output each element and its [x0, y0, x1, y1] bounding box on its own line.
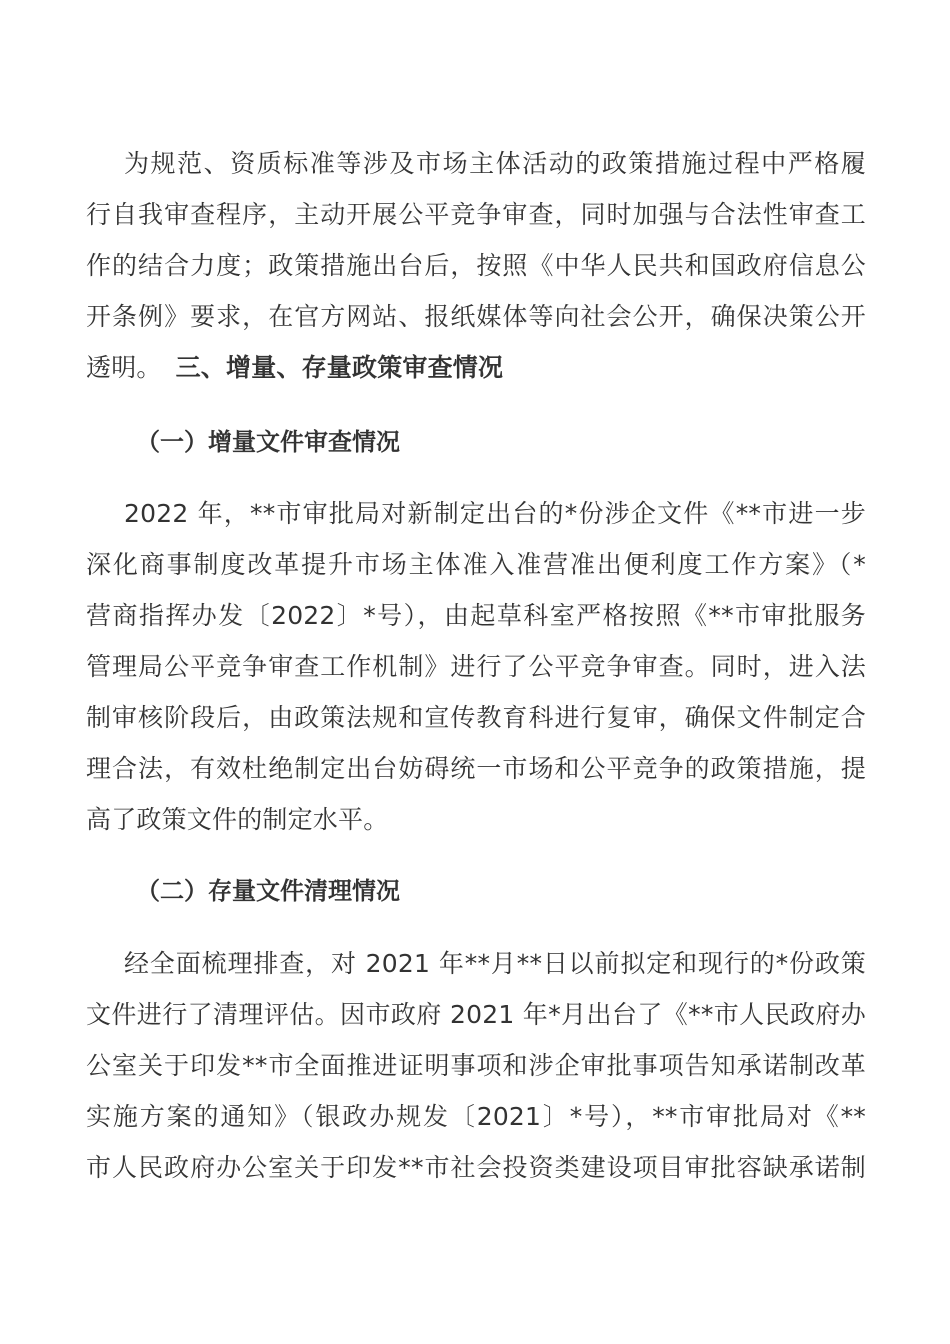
paragraph-line: 制审核阶段后，由政策法规和宣传教育科进行复审，确保文件制定合 — [86, 703, 866, 732]
paragraph-line: 公室关于印发**市全面推进证明事项和涉企审批事项告知承诺制改革 — [86, 1051, 866, 1080]
paragraph-text: 透明。 — [86, 353, 162, 382]
paragraph-line: 行自我审查程序，主动开展公平竞争审查，同时加强与合法性审查工 — [86, 200, 866, 229]
paragraph-line: 2022 年，**市审批局对新制定出台的*份涉企文件《**市进一步 — [124, 499, 866, 528]
subsection-heading: （一）增量文件审查情况 — [136, 428, 400, 456]
paragraph-line: 理合法，有效杜绝制定出台妨碍统一市场和公平竞争的政策措施，提 — [86, 754, 866, 783]
paragraph-line: 经全面梳理排查，对 2021 年**月**日以前拟定和现行的*份政策 — [124, 949, 866, 978]
paragraph-line: 深化商事制度改革提升市场主体准入准营准出便利度工作方案》（* — [86, 550, 866, 579]
paragraph-line — [86, 350, 866, 386]
paragraph-line: 作的结合力度；政策措施出台后，按照《中华人民共和国政府信息公 — [86, 251, 866, 280]
paragraph-line: 文件进行了清理评估。因市政府 2021 年*月出台了《**市人民政府办 — [86, 1000, 866, 1029]
paragraph-line: 管理局公平竞争审查工作机制》进行了公平竞争审查。同时，进入法 — [86, 652, 866, 681]
section-heading: 三、增量、存量政策审查情况 — [175, 353, 504, 382]
paragraph-line: 开条例》要求，在官方网站、报纸媒体等向社会公开，确保决策公开 — [86, 302, 866, 331]
paragraph-line: 市人民政府办公室关于印发**市社会投资类建设项目审批容缺承诺制 — [86, 1153, 866, 1182]
paragraph-line: 营商指挥办发〔2022〕*号），由起草科室严格按照《**市审批服务 — [86, 601, 866, 630]
paragraph-line: 实施方案的通知》（银政办规发〔2021〕*号），**市审批局对《** — [86, 1102, 866, 1131]
paragraph-line: 高了政策文件的制定水平。 — [86, 805, 389, 834]
paragraph-line: 为规范、资质标准等涉及市场主体活动的政策措施过程中严格履 — [124, 149, 866, 178]
subsection-heading: （二）存量文件清理情况 — [136, 877, 400, 905]
